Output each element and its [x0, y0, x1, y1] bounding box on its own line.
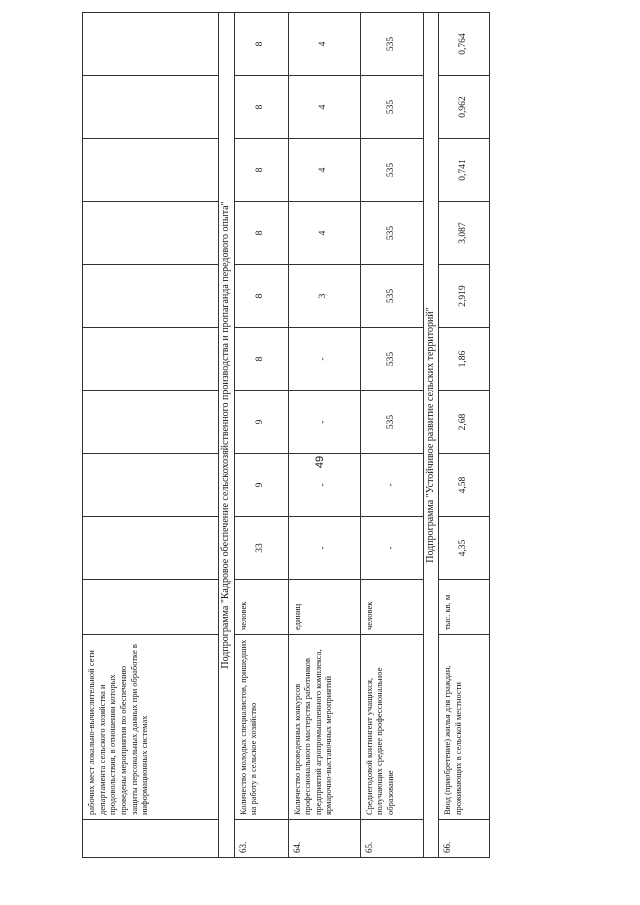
value-cell: 3,087 [439, 202, 490, 265]
value-cell: 0,764 [439, 13, 490, 76]
value-cell: 8 [234, 139, 288, 202]
value-cell: 535 [360, 202, 423, 265]
row-index: 65. [360, 820, 423, 858]
value-cell: 3 [288, 265, 360, 328]
value-cell: 0,741 [439, 139, 490, 202]
value-cell: - [288, 454, 360, 517]
unit: человек [360, 580, 423, 635]
value-cell: 8 [234, 76, 288, 139]
table-row [288, 13, 360, 858]
value-cell [83, 265, 219, 328]
value-cell: - [288, 328, 360, 391]
section-header-row [219, 13, 235, 858]
value-cell: - [360, 454, 423, 517]
value-cell [83, 13, 219, 76]
value-cell: 8 [234, 328, 288, 391]
row-index: 66. [439, 820, 490, 858]
indicator-name: рабочих мест локально-вычислительной сети департамента сельского хозяйства и продовольствия, в отношении которых проведены мероприятия по обеспечению защиты персональных данных при обработке в информационных системах [83, 635, 219, 820]
row-index [83, 820, 219, 858]
value-cell: 4 [288, 13, 360, 76]
value-cell: 9 [234, 391, 288, 454]
section-title: Подпрограмма "Устойчивое развитие сельских территорий" [423, 13, 439, 858]
value-cell: 4 [288, 76, 360, 139]
value-cell [83, 391, 219, 454]
rotated-table-container [82, 12, 490, 858]
value-cell: 535 [360, 265, 423, 328]
value-cell: 8 [234, 13, 288, 76]
value-cell [83, 139, 219, 202]
value-cell: 0,962 [439, 76, 490, 139]
value-cell: 33 [234, 517, 288, 580]
row-index: 63. [234, 820, 288, 858]
value-cell: 535 [360, 391, 423, 454]
value-cell [83, 454, 219, 517]
table-row [234, 13, 288, 858]
value-cell [83, 328, 219, 391]
section-header-row [423, 13, 439, 858]
value-cell: 4 [288, 139, 360, 202]
unit: единиц [288, 580, 360, 635]
value-cell: 4 [288, 202, 360, 265]
value-cell: 535 [360, 328, 423, 391]
value-cell: 4,58 [439, 454, 490, 517]
value-cell: 535 [360, 139, 423, 202]
value-cell: 2,68 [439, 391, 490, 454]
value-cell [83, 517, 219, 580]
section-title: Подпрограмма "Кадровое обеспечение сельскохозяйственного производства и пропаганда передового опыта" [219, 13, 235, 858]
value-cell: 4,35 [439, 517, 490, 580]
value-cell: 535 [360, 13, 423, 76]
indicator-name: Количество проведенных конкурсов профессионального мастерства работников предприятий агропромышленного комплекса, ярмарочно-выставочных мероприятий [288, 635, 360, 820]
value-cell: 1,86 [439, 328, 490, 391]
indicator-name: Ввод (приобретение) жилья для граждан, проживающих в сельской местности [439, 635, 490, 820]
value-cell [83, 76, 219, 139]
table-row [360, 13, 423, 858]
indicator-name: Количество молодых специалистов, пришедших на работу в сельское хозяйство [234, 635, 288, 820]
value-cell: 9 [234, 454, 288, 517]
value-cell: 535 [360, 76, 423, 139]
value-cell: - [360, 517, 423, 580]
row-index: 64. [288, 820, 360, 858]
indicators-table [82, 12, 490, 858]
unit: тыс. кв. м [439, 580, 490, 635]
indicator-name: Среднегодовой контингент учащихся, получающих среднее профессиональное образование [360, 635, 423, 820]
table-row [439, 13, 490, 858]
value-cell [83, 202, 219, 265]
unit [83, 580, 219, 635]
value-cell: 8 [234, 265, 288, 328]
page-number: 49 [314, 455, 326, 469]
table-row [83, 13, 219, 858]
value-cell: - [288, 391, 360, 454]
value-cell: 8 [234, 202, 288, 265]
value-cell: 2,919 [439, 265, 490, 328]
unit: человек [234, 580, 288, 635]
value-cell: - [288, 517, 360, 580]
